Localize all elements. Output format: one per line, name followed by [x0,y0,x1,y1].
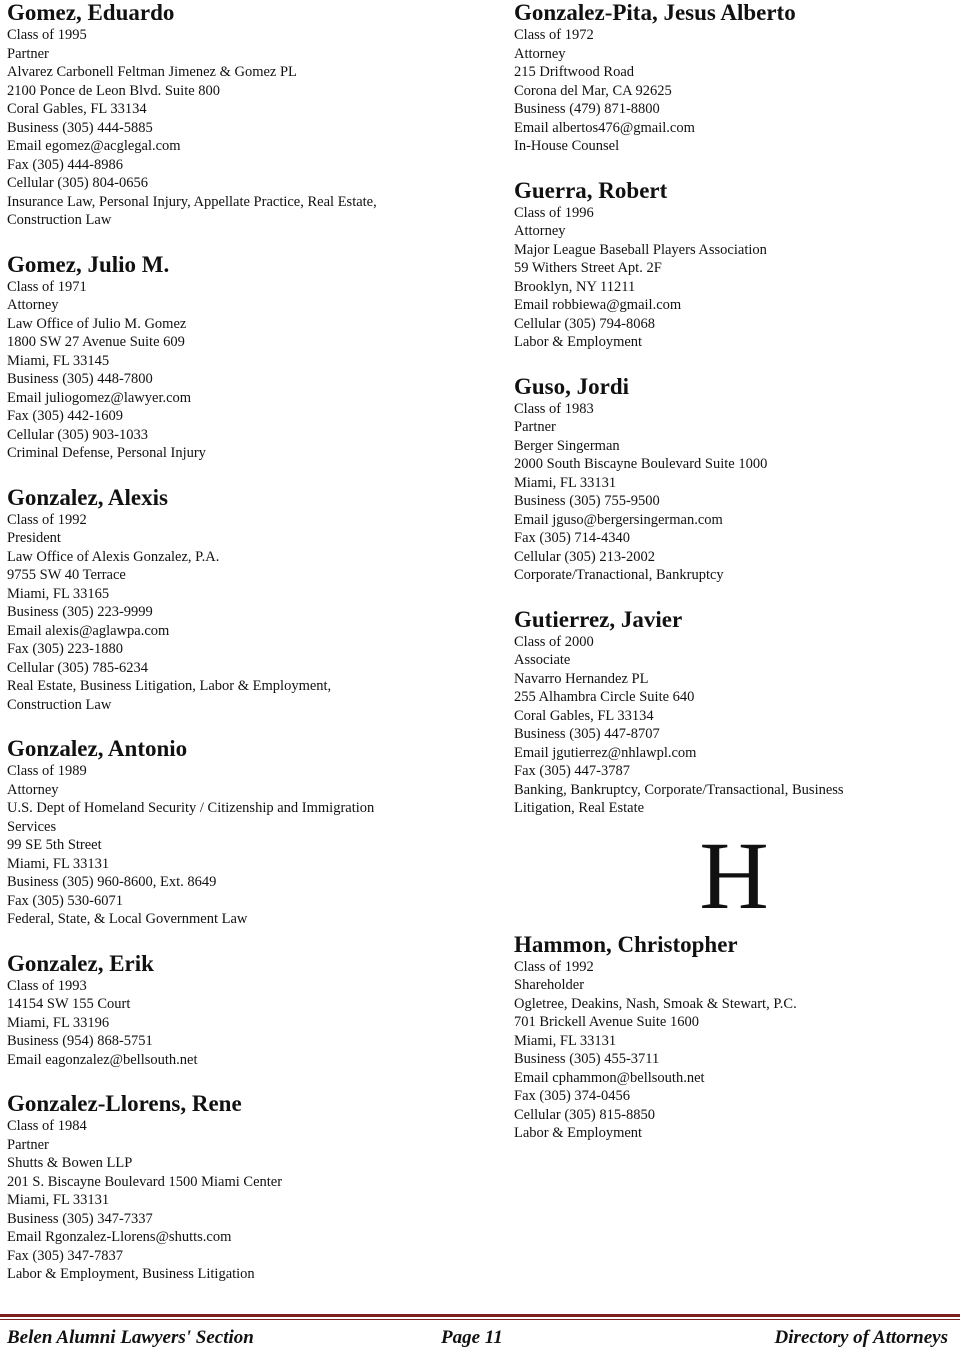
right-column-entries-after-letter [514,932,954,1143]
attorney-detail-line: Berger Singerman [514,437,620,454]
section-letter: H [699,821,769,929]
attorney-detail-line: Construction Law [7,696,112,713]
attorney-name: Gonzalez, Erik [7,950,154,976]
attorney-entry [7,485,487,715]
attorney-entry [514,374,954,585]
attorney-detail-line: President [7,530,61,546]
attorney-detail-line: Class of 1984 [7,1118,87,1134]
attorney-detail-line: Class of 1996 [514,204,594,221]
attorney-detail-line: Email juliogomez@lawyer.com [7,389,192,406]
attorney-detail-line: Shareholder [514,977,585,993]
attorney-detail-line: Cellular (305) 815-8850 [514,1106,655,1123]
attorney-detail-line: 701 Brickell Avenue Suite 1600 [514,1014,699,1030]
attorney-detail-line: Miami, FL 33131 [7,1192,110,1208]
attorney-detail-line: Partner [7,1136,49,1153]
attorney-detail-line: Email egomez@acglegal.com [7,138,181,154]
attorney-detail-line: Business (305) 223-9999 [7,604,153,620]
attorney-detail-line: 215 Driftwood Road [514,64,635,80]
attorney-detail-line: 2100 Ponce de Leon Blvd. Suite 800 [7,82,221,99]
attorney-detail-line: Business (954) 868-5751 [7,1033,153,1049]
attorney-detail-line: Navarro Hernandez PL [514,670,649,687]
attorney-detail-line: Business (479) 871-8800 [514,101,660,117]
attorney-detail-line: Alvarez Carbonell Feltman Jimenez & Gomez PL [7,64,297,80]
attorney-detail-line: Construction Law [7,212,112,228]
attorney-detail-line: Fax (305) 530-6071 [7,892,123,909]
attorney-detail-line: U.S. Dept of Homeland Security / Citizenship and Immigration [7,800,375,816]
attorney-detail-line: Attorney [7,781,59,798]
attorney-detail-line: Coral Gables, FL 33134 [7,101,147,117]
attorney-detail-line: Miami, FL 33196 [7,1014,110,1031]
attorney-detail-line: Federal, State, & Local Government Law [7,911,248,927]
attorney-detail-line: Email jguso@bergersingerman.com [514,511,723,528]
attorney-detail-line: Corporate/Tranactional, Bankruptcy [514,567,724,583]
attorney-detail-line: Fax (305) 444-8986 [7,156,123,173]
attorney-detail-line: 14154 SW 155 Court [7,996,131,1012]
attorney-detail-line: Fax (305) 347-7837 [7,1247,123,1264]
attorney-name: Gomez, Eduardo [7,0,175,25]
attorney-detail-line: Fax (305) 714-4340 [514,530,630,546]
attorney-detail-line: Law Office of Julio M. Gomez [7,315,187,332]
attorney-detail-line: Fax (305) 447-3787 [514,763,630,779]
attorney-detail-line: Class of 1972 [514,27,594,43]
attorney-name: Gonzalez-Llorens, Rene [7,1091,242,1116]
attorney-name: Hammon, Christopher [514,931,738,957]
attorney-detail-line: Labor & Employment, Business Litigation [7,1266,255,1282]
footer-rule-thin [0,1319,960,1320]
attorney-detail-line: Email robbiewa@gmail.com [514,297,682,313]
attorney-detail-line: Business (305) 755-9500 [514,493,660,509]
attorney-detail-line: Business (305) 455-3711 [514,1051,660,1067]
footer-page-number: Page 11 [441,1327,503,1348]
attorney-name: Gonzalez, Alexis [7,484,168,510]
attorney-entry [7,1091,487,1284]
attorney-detail-line: 2000 South Biscayne Boulevard Suite 1000 [514,456,768,472]
attorney-entry [7,0,487,230]
attorney-detail-line: Corona del Mar, CA 92625 [514,82,672,99]
attorney-detail-line: Business (305) 448-7800 [7,371,153,387]
attorney-name: Gonzalez, Antonio [7,736,188,761]
attorney-detail-line: Criminal Defense, Personal Injury [7,445,206,461]
attorney-detail-line: Email Rgonzalez-Llorens@shutts.com [7,1229,232,1245]
attorney-detail-line: Class of 1992 [7,511,87,528]
attorney-entry [514,0,954,156]
attorney-detail-line: Cellular (305) 213-2002 [514,548,655,565]
attorney-detail-line: Associate [514,652,571,668]
attorney-entry [514,932,954,1143]
attorney-detail-line: Miami, FL 33165 [7,585,110,602]
attorney-detail-line: Law Office of Alexis Gonzalez, P.A. [7,548,220,565]
attorney-name: Gomez, Julio M. [7,251,170,277]
attorney-detail-line: Class of 1971 [7,278,87,295]
attorney-detail-line: 201 S. Biscayne Boulevard 1500 Miami Center [7,1173,283,1190]
attorney-detail-line: Business (305) 444-5885 [7,119,153,136]
attorney-entry [514,178,954,352]
attorney-detail-line: 9755 SW 40 Terrace [7,567,126,583]
attorney-detail-line: 59 Withers Street Apt. 2F [514,260,662,276]
attorney-detail-line: Cellular (305) 794-8068 [514,315,655,332]
attorney-detail-line: Brooklyn, NY 11211 [514,278,636,295]
attorney-detail-line: Partner [7,45,49,62]
attorney-detail-line: In-House Counsel [514,138,620,154]
attorney-detail-line: 1800 SW 27 Avenue Suite 609 [7,334,185,350]
attorney-detail-line: Attorney [7,297,59,313]
attorney-detail-line: Attorney [514,45,566,62]
attorney-detail-line: Class of 2000 [514,633,594,650]
attorney-detail-line: Labor & Employment [514,334,643,350]
attorney-detail-line: Fax (305) 374-0456 [514,1088,630,1104]
attorney-detail-line: Insurance Law, Personal Injury, Appellate Practice, Real Estate, [7,193,377,210]
footer-section-title: Belen Alumni Lawyers' Section [7,1327,254,1348]
attorney-detail-line: Attorney [514,223,566,239]
attorney-detail-line: 255 Alhambra Circle Suite 640 [514,689,695,705]
attorney-detail-line: Real Estate, Business Litigation, Labor & Employment, [7,678,332,694]
left-column [7,0,487,1284]
footer-directory-title: Directory of Attorneys [774,1327,948,1348]
attorney-detail-line: Miami, FL 33131 [514,1032,617,1049]
attorney-detail-line: Cellular (305) 804-0656 [7,175,148,191]
attorney-detail-line: Miami, FL 33145 [7,352,110,369]
attorney-detail-line: Services [7,818,57,835]
attorney-name: Gonzalez-Pita, Jesus Alberto [514,0,796,25]
right-column [514,0,954,1143]
attorney-detail-line: Major League Baseball Players Association [514,241,767,258]
attorney-detail-line: Email eagonzalez@bellsouth.net [7,1051,198,1068]
attorney-entry [514,607,954,818]
attorney-detail-line: Labor & Employment [514,1125,643,1141]
attorney-detail-line: Banking, Bankruptcy, Corporate/Transactional, Business [514,781,844,798]
attorney-detail-line: Email jgutierrez@nhlawpl.com [514,744,697,761]
attorney-name: Guerra, Robert [514,177,668,203]
attorney-detail-line: Cellular (305) 903-1033 [7,426,148,443]
attorney-detail-line: Miami, FL 33131 [514,474,617,491]
attorney-detail-line: Class of 1995 [7,27,87,43]
right-column-entries [514,0,954,818]
attorney-detail-line: Email cphammon@bellsouth.net [514,1069,705,1086]
attorney-detail-line: Partner [514,419,556,435]
attorney-detail-line: Miami, FL 33131 [7,855,110,872]
attorney-name: Guso, Jordi [514,373,630,399]
attorney-detail-line: Class of 1989 [7,763,87,779]
attorney-detail-line: Email albertos476@gmail.com [514,119,695,136]
footer-rule [0,1314,960,1317]
attorney-detail-line: Coral Gables, FL 33134 [514,707,654,724]
attorney-detail-line: Litigation, Real Estate [514,800,645,816]
attorney-detail-line: Business (305) 447-8707 [514,726,660,742]
page-footer [0,1327,960,1353]
attorney-name: Gutierrez, Javier [514,606,683,632]
attorney-entry [7,252,487,463]
attorney-detail-line: Ogletree, Deakins, Nash, Smoak & Stewart, P.C. [514,995,797,1012]
attorney-detail-line: Business (305) 960-8600, Ext. 8649 [7,874,217,890]
attorney-detail-line: Class of 1993 [7,977,87,994]
attorney-detail-line: Fax (305) 442-1609 [7,408,123,424]
attorney-detail-line: Fax (305) 223-1880 [7,641,123,657]
attorney-detail-line: Class of 1983 [514,400,594,417]
attorney-detail-line: Shutts & Bowen LLP [7,1155,133,1171]
attorney-entry [7,736,487,929]
attorney-detail-line: Class of 1992 [514,958,594,975]
attorney-entry [7,951,487,1070]
attorney-detail-line: Cellular (305) 785-6234 [7,659,148,676]
attorney-detail-line: Email alexis@aglawpa.com [7,622,170,639]
attorney-detail-line: Business (305) 347-7337 [7,1210,153,1227]
attorney-detail-line: 99 SE 5th Street [7,837,102,853]
